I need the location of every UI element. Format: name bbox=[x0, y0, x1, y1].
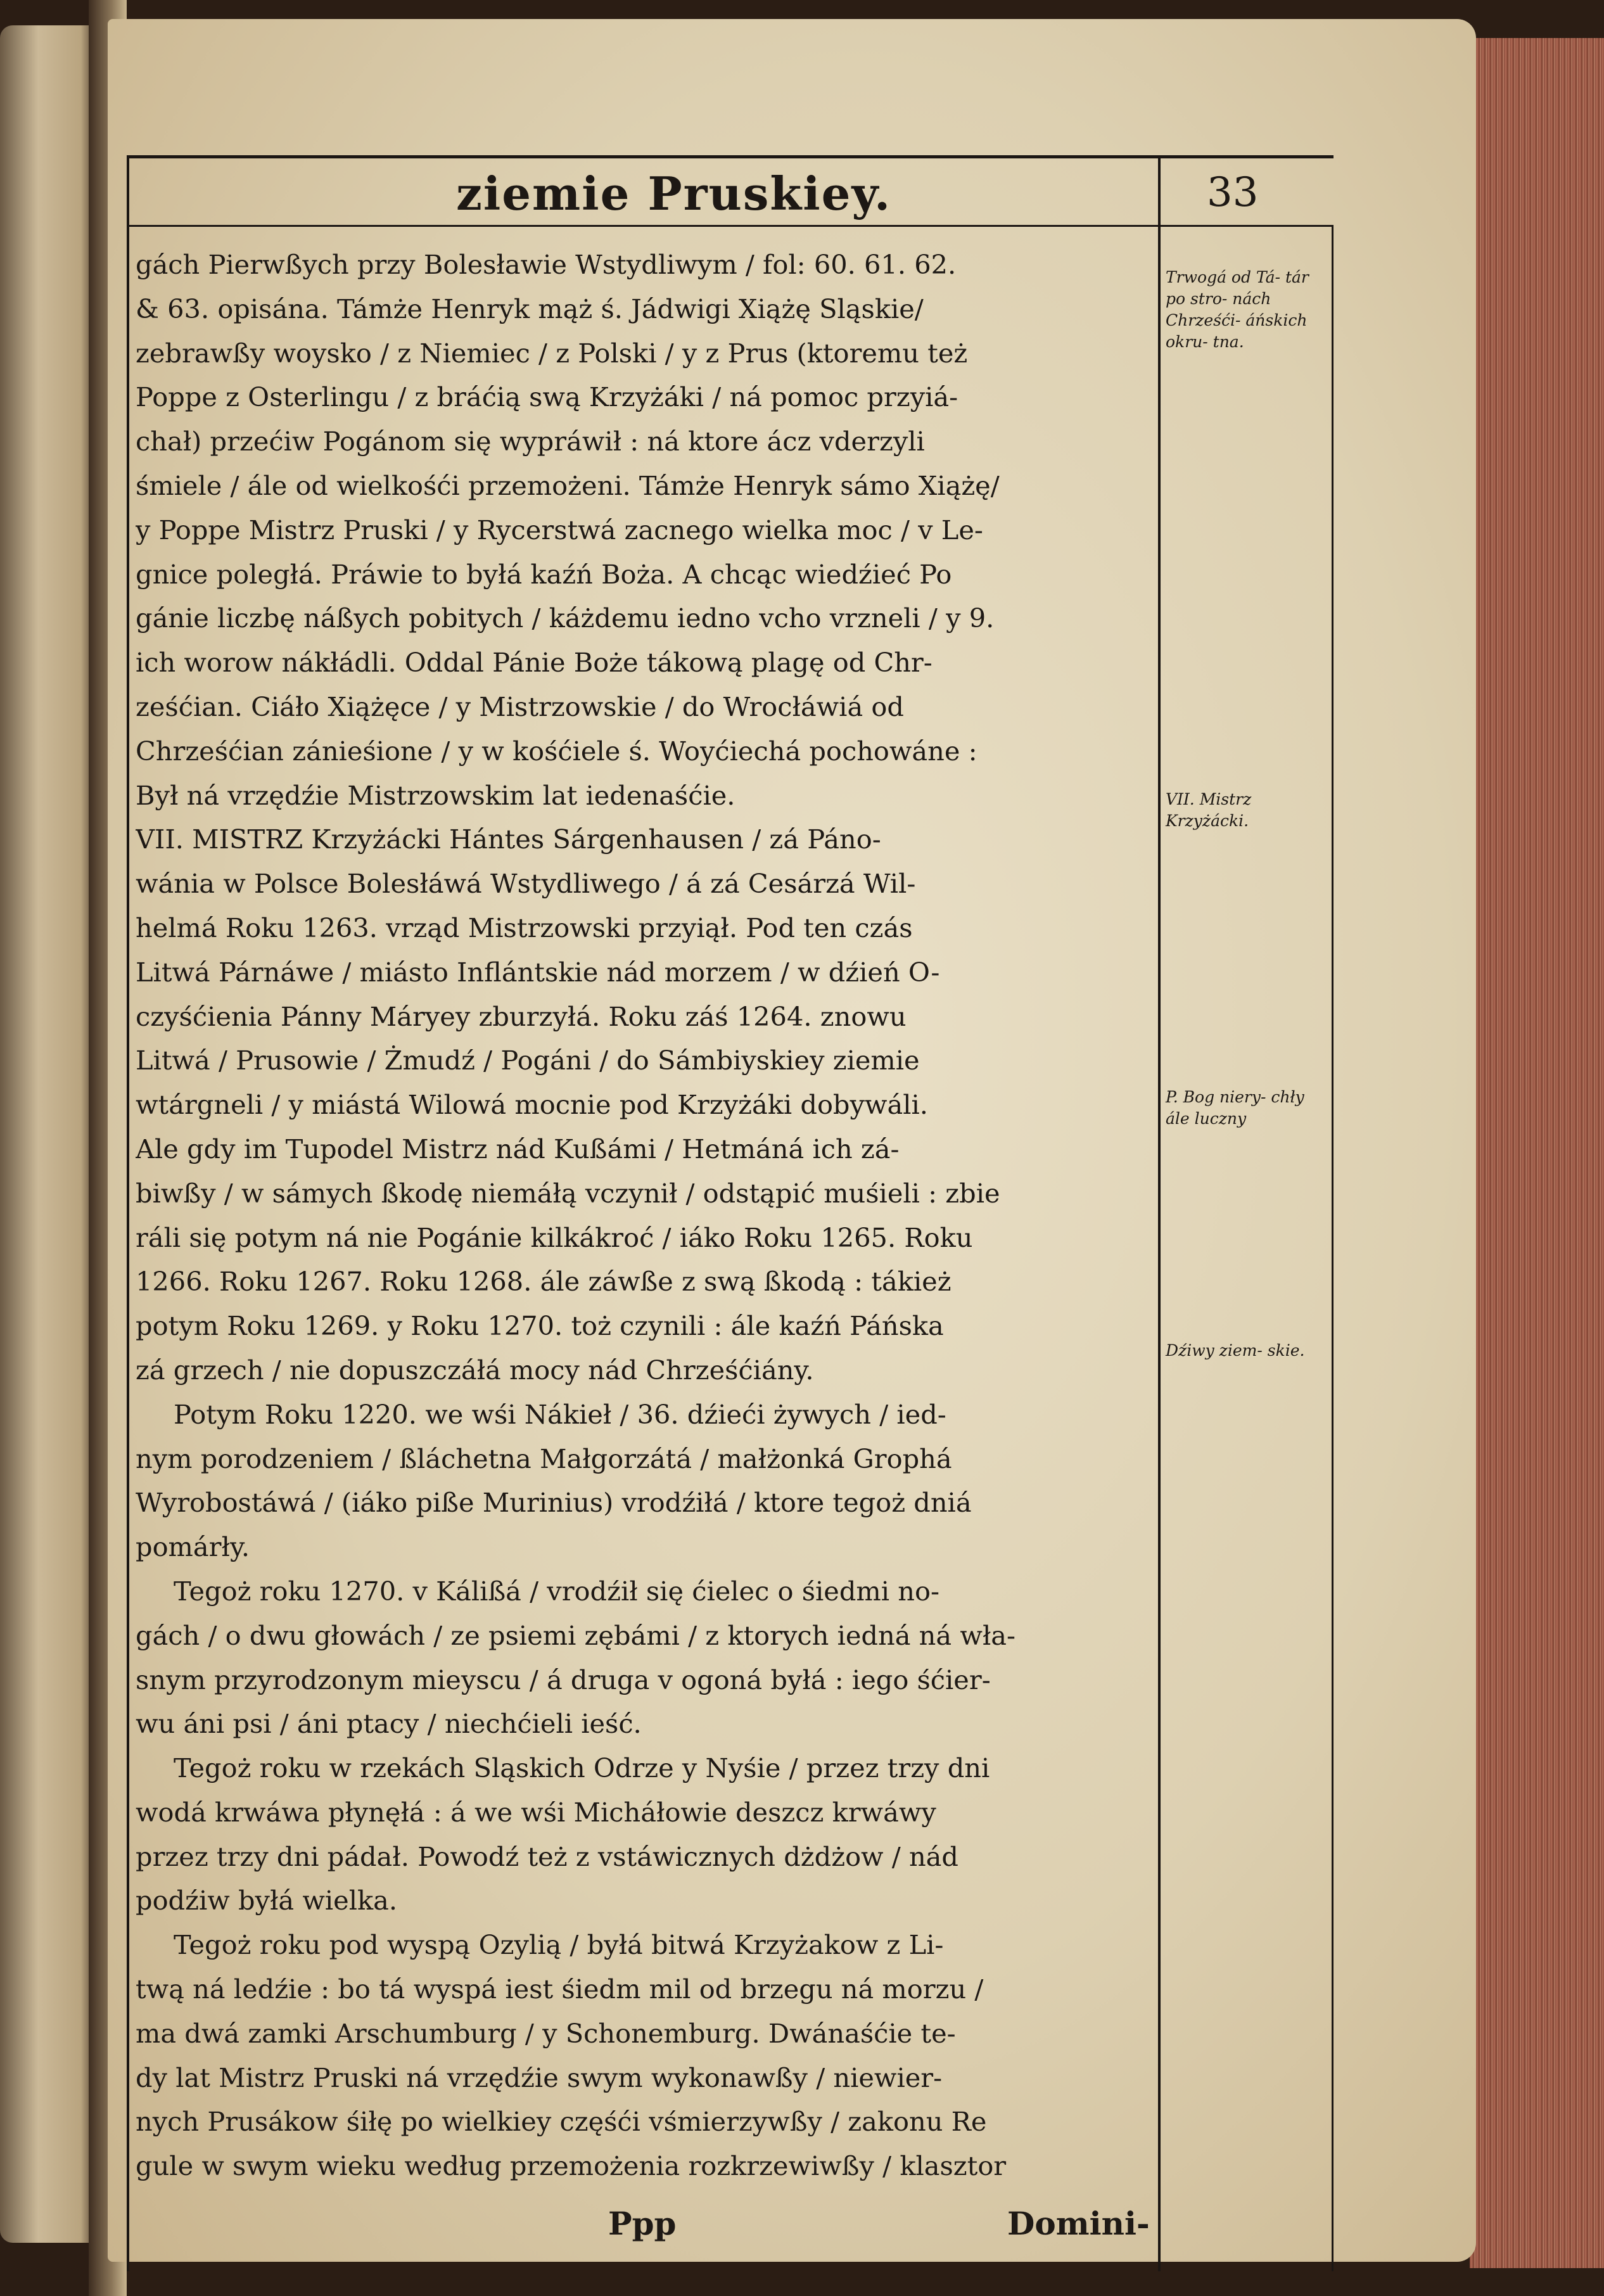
text-frame bbox=[127, 155, 1333, 2271]
text-line: 1266. Roku 1267. Roku 1268. ále záwße z swą ßkodą : tákież bbox=[136, 1266, 952, 1298]
text-line: & 63. opisána. Támże Henryk mąż ś. Jádwigi Xiążę Sląskie/ bbox=[136, 293, 924, 324]
margin-rule bbox=[1158, 155, 1161, 2271]
text-line: gánie liczbę náßych pobitych / káżdemu iedno vcho vrzneli / y 9. bbox=[136, 603, 995, 634]
text-line: zebrawßy woysko / z Niemiec / z Polski / y z Prus (ktoremu też bbox=[136, 337, 968, 369]
text-line: Był ná vrzędźie Mistrzowskim lat iedenaśćie. bbox=[136, 779, 735, 811]
margin-note-tatars: Trwogá od Tá- tár po stro- nách Chrześći- áńskich okru- tna. bbox=[1166, 268, 1309, 351]
text-line: nych Prusákow śiłę po wielkiey częśći vśmierzywßy / zakonu Re bbox=[136, 2106, 987, 2138]
page-number: 33 bbox=[1207, 169, 1259, 216]
margin-note-wonders: Dźiwy ziem- skie. bbox=[1166, 1341, 1305, 1360]
text-line: śmiele / ále od wielkośći przemożeni. Támże Henryk sámo Xiążę/ bbox=[136, 469, 1000, 501]
text-line: gule w swym wieku według przemożenia rozkrzewiwßy / klasztor bbox=[136, 2150, 1007, 2182]
text-line: czyśćienia Pánny Máryey zburzyłá. Roku záś 1264. znowu bbox=[136, 1000, 907, 1032]
text-line: gnice poległá. Práwie to byłá kaźń Boża. A chcąc wiedźieć Po bbox=[136, 558, 952, 590]
text-line: zá grzech / nie dopuszczáłá mocy nád Chrześćiány. bbox=[136, 1354, 814, 1386]
text-line: Tegoż roku 1270. v Kálißá / vrodźił się ćielec o śiedmi no- bbox=[174, 1575, 939, 1607]
text-line: twą ná ledźie : bo tá wyspá iest śiedm mil od brzegu ná morzu / bbox=[136, 1974, 984, 2005]
text-line: helmá Roku 1263. vrząd Mistrzowski przyiął. Pod ten czás bbox=[136, 912, 913, 943]
text-line: ráli się potym ná nie Pogánie kilkákroć / iáko Roku 1265. Roku bbox=[136, 1221, 973, 1253]
text-line: Litwá / Prusowie / Żmudź / Pogáni / do Sámbiyskiey ziemie bbox=[136, 1045, 920, 1076]
text-line: wu áni psi / áni ptacy / niechćieli ieść. bbox=[136, 1708, 642, 1740]
text-line: wánia w Polsce Bolesłáwá Wstydliwego / á zá Cesárzá Wil- bbox=[136, 868, 916, 900]
text-line: ześćian. Ciáło Xiążęce / y Mistrzowskie / do Wrocłáwiá od bbox=[136, 691, 904, 722]
text-line: Wyrobostáwá / (iáko piße Murinius) vrodźiłá / ktore tegoż dniá bbox=[136, 1487, 972, 1519]
text-line: wodá krwáwa płynęłá : á we wśi Micháłowie deszcz krwáwy bbox=[136, 1796, 936, 1828]
text-line: ma dwá zamki Arschumburg / y Schonemburg. Dwánaśćie te- bbox=[136, 2017, 956, 2049]
text-line: chał) przećiw Pogánom się wypráwił : ná ktore ácz vderzyli bbox=[136, 426, 925, 457]
text-line: Ale gdy im Tupodel Mistrz nád Kußámi / Hetmáná ich zá- bbox=[136, 1133, 900, 1164]
text-line: Potym Roku 1220. we wśi Nákieł / 36. dźieći żywych / ied- bbox=[174, 1398, 946, 1430]
text-line: nym porodzeniem / ßláchetna Małgorzátá / małżonká Grophá bbox=[136, 1443, 952, 1474]
margin-note-god: P. Bog niery- chły ále luczny bbox=[1166, 1088, 1304, 1128]
text-line: przez trzy dni pádał. Powodź też z vstáwicznych dżdżow / nád bbox=[136, 1840, 958, 1872]
text-line: Chrześćian zánieśione / y w kośćiele ś. Woyćiechá pochowáne : bbox=[136, 735, 977, 767]
text-line: wtárgneli / y miástá Wilowá mocnie pod Krzyżáki dobywáli. bbox=[136, 1089, 928, 1121]
text-line: snym przyrodzonym mieyscu / á druga v ogoná byłá : iego śćier- bbox=[136, 1664, 991, 1695]
text-line: Litwá Párnáwe / miásto Inflántskie nád morzem / w dźień O- bbox=[136, 956, 940, 988]
text-line: podźiw byłá wielka. bbox=[136, 1885, 398, 1917]
text-line: VII. MISTRZ Krzyżácki Hántes Sárgenhausen / zá Páno- bbox=[136, 824, 881, 855]
top-rule bbox=[127, 155, 1333, 158]
header-rule bbox=[127, 225, 1333, 227]
text-line: Tegoż roku pod wyspą Ozylią / byłá bitwá Krzyżakow z Li- bbox=[174, 1929, 944, 1961]
facing-page-edge bbox=[0, 25, 95, 2243]
text-line: gách / o dwu głowách / ze psiemi zębámi / z ktorych iedná ná wła- bbox=[136, 1619, 1016, 1651]
margin-note-master: VII. Mistrz Krzyżácki. bbox=[1166, 790, 1252, 830]
page-edges bbox=[1470, 38, 1604, 2268]
text-line: Tegoż roku w rzekách Sląskich Odrze y Nyśie / przez trzy dni bbox=[174, 1752, 990, 1784]
text-line: Poppe z Osterlingu / z bráćią swą Krzyżáki / ná pomoc przyiá- bbox=[136, 381, 958, 413]
text-line: pomárły. bbox=[136, 1531, 250, 1563]
right-rule bbox=[1332, 225, 1333, 2271]
text-line: ich worow nákłádli. Oddal Pánie Boże tákową plagę od Chr- bbox=[136, 647, 932, 679]
catchword: Domini- bbox=[1007, 2205, 1150, 2242]
signature-mark: Ppp bbox=[608, 2205, 677, 2242]
text-line: biwßy / w sámych ßkodę niemáłą vczynił / odstąpić muśieli : zbie bbox=[136, 1177, 1000, 1209]
text-line: dy lat Mistrz Pruski ná vrzędźie swym wykonawßy / niewier- bbox=[136, 2062, 943, 2093]
text-line: potym Roku 1269. y Roku 1270. toż czynili : ále kaźń Páńska bbox=[136, 1310, 944, 1342]
body-text bbox=[136, 243, 1155, 2188]
running-title: ziemie Pruskiey. bbox=[456, 167, 892, 220]
text-line: gách Pierwßych przy Bolesławie Wstydliwym / fol: 60. 61. 62. bbox=[136, 249, 957, 280]
left-rule bbox=[127, 155, 129, 2271]
text-line: y Poppe Mistrz Pruski / y Rycerstwá zacnego wielka moc / v Le- bbox=[136, 514, 983, 545]
